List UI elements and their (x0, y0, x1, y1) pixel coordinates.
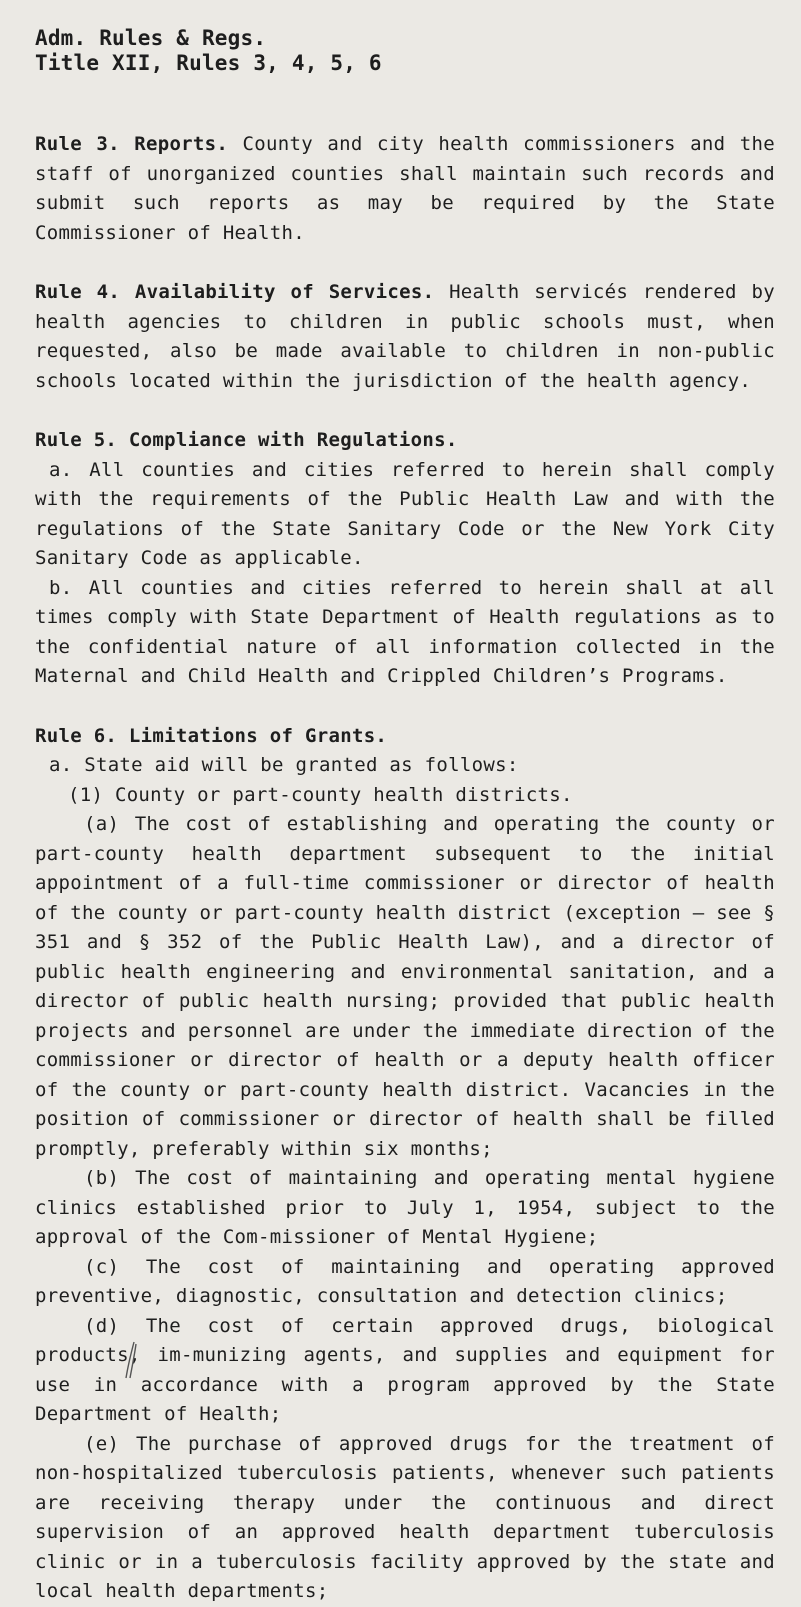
rule-6-paragraph-a: a. State aid will be granted as follows: (49, 754, 519, 776)
rule-6-item-e: (e) The purchase of approved drugs for the treatment of non-hospitalized tuberculosis patients, whenever such patients are receiving therapy under the continuous and direct supervision of an approved health department tuberculosis clinic or in a tuberculosis facility approved by the state and local health departments; (35, 1432, 775, 1602)
rule-3-paragraph (35, 130, 775, 248)
rule-6-item-c: (c) The cost of maintaining and operating approved preventive, diagnostic, consultation and detection clinics; (35, 1255, 775, 1307)
header-line-1: Adm. Rules & Regs. (35, 26, 267, 50)
document-body (35, 130, 775, 1607)
header-line-2: Title XII, Rules 3, 4, 5, 6 (35, 51, 382, 75)
rule-4-paragraph (35, 278, 775, 396)
rule-4-text: Health servicés rendered by health agencies to children in public schools must, when requested, also be made available to children in non-public schools located within the jurisdiction of the health agency. (35, 281, 775, 392)
rule-6-subsection-1: (1) County or part-county health districts. (68, 783, 573, 806)
page-header (35, 26, 775, 76)
rule-3-text: County and city health commissioners and the staff of unorganized counties shall maintain such records and submit such reports as may be required by the State Commissioner of Health. (35, 133, 775, 244)
rule-3 (35, 130, 775, 248)
rule-5 (35, 426, 775, 692)
rule-6 (35, 722, 775, 1607)
rule-5-paragraph-b: b. All counties and cities referred to herein shall at all times comply with State Department of Health regulations as to the confidential nature of all information collected in the Maternal and Child Health and Crippled Children’s Programs. (35, 576, 775, 687)
rule-6-item-d: (d) The cost of certain approved drugs, biological products, im-munizing agents, and supplies and equipment for use in accordance with a program approved by the State Department of Health; (35, 1314, 775, 1425)
rule-4 (35, 278, 775, 396)
stray-pen-mark (120, 1340, 150, 1380)
rule-4-heading: Rule 4. Availability of Services. (35, 281, 435, 303)
rule-6-heading: Rule 6. Limitations of Grants. (35, 724, 388, 747)
rule-3-heading: Rule 3. Reports. (35, 133, 229, 155)
rule-5-paragraph-a: a. All counties and cities referred to herein shall comply with the requirements of the Public Health Law and with the regulations of the State Sanitary Code or the New York City Sanitary Code as applicable. (35, 458, 775, 569)
rule-6-item-a: (a) The cost of establishing and operating the county or part-county health department subsequent to the initial appointment of a full-time commissioner or director of health of the county or part-county health district (exception — see § 351 and § 352 of the Public Health Law), and a director of public health engineering and environmental sanitation, and a director of public health nursing; provided that public health projects and personnel are under the immediate direction of the commissioner or director of health or a deputy health officer of the county or part-county health district. Vacancies in the position of commissioner or director of health shall be filled promptly, preferably within six months; (35, 813, 775, 1160)
rule-5-heading: Rule 5. Compliance with Regulations. (35, 429, 458, 451)
rule-6-item-b: (b) The cost of maintaining and operating mental hygiene clinics established prior to July 1, 1954, subject to the approval of the Com-missioner of Mental Hygiene; (35, 1167, 775, 1248)
